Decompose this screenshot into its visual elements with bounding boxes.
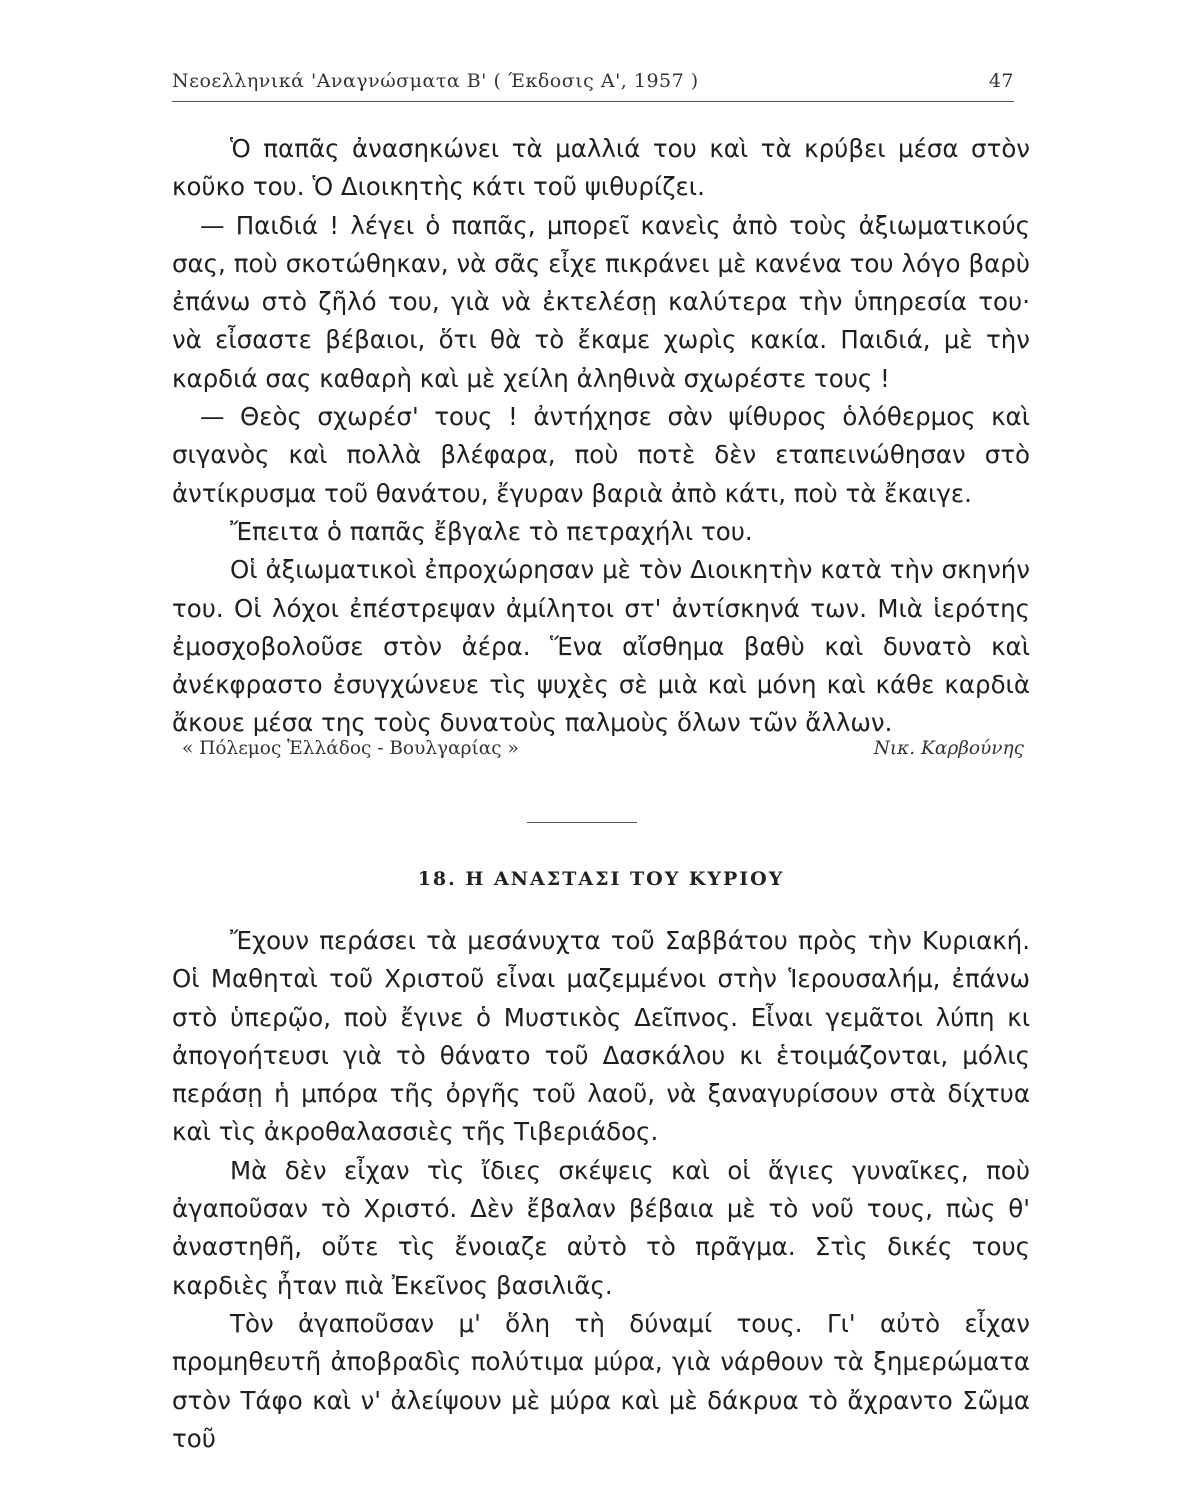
chapter-title: 18. Η ΑΝΑΣΤΑΣΙ ΤΟΥ ΚΥΡΙΟΥ bbox=[417, 868, 785, 890]
paragraph: — Θεὸς σχωρέσ' τους ! ἀντήχησε σὰν ψίθυρος ὁλόθερμος καὶ σιγανὸς καὶ πολλὰ βλέφαρα, ποὺ ποτὲ δὲν εταπεινώθησαν στὸ ἀντίκρυσμα τοῦ θανάτου, ἔγυραν βαριὰ ἀπὸ κάτι, ποὺ τὰ ἔκαιγε. bbox=[172, 402, 1030, 508]
running-head-title: Νεοελληνικά 'Αναγνώσματα Β' ( Έκδοσις Α', 1957 ) bbox=[172, 70, 699, 92]
author-name: Νικ. Καρβούνης bbox=[873, 738, 1024, 759]
paragraph: Ἔπειτα ὁ παπᾶς ἔβγαλε τὸ πετραχήλι του. bbox=[230, 516, 753, 546]
paragraph: Μὰ δὲν εἶχαν τὶς ἴδιες σκέψεις καὶ οἱ ἅγιες γυναῖκες, ποὺ ἀγαποῦσαν τὸ Χριστό. Δὲν ἔβαλαν βέβαια μὲ τὸ νοῦ τους, πὼς θ' ἀναστηθῆ, οὔτε τὶς ἔνοιαζε αὐτὸ τὸ πρᾶγμα. Στὶς δικές τους καρδιὲς ἦταν πιὰ Ἐκεῖνος βασιλιᾶς. bbox=[172, 1155, 1030, 1300]
paragraph: Ἔχουν περάσει τὰ μεσάνυχτα τοῦ Σαββάτου πρὸς τὴν Κυριακή. Οἱ Μαθηταὶ τοῦ Χριστοῦ εἶναι μαζεμμένοι στὴν Ἱερουσαλήμ, ἐπάνω στὸ ὑπερῷο, ποὺ ἔγινε ὁ Μυστικὸς Δεῖπνος. Εἶναι γεμᾶτοι λύπη κι ἀπογοήτευσι γιὰ τὸ θάνατο τοῦ Δασκάλου κι ἑτοιμάζονται, μόλις περάσῃ ἡ μπόρα τῆς ὀργῆς τοῦ λαοῦ, νὰ ξαναγυρίσουν στὰ δίχτυα καὶ τὶς ἀκροθαλασσιὲς τῆς Τιβεριάδος. bbox=[172, 926, 1030, 1147]
page-header bbox=[172, 66, 1014, 104]
source-citation: « Πόλεμος Ἑλλάδος - Βουλγαρίας » bbox=[182, 738, 519, 759]
paragraph: Τὸν ἀγαποῦσαν μ' ὅλη τὴ δύναμί τους. Γι' αὐτὸ εἶχαν προμηθευτῆ ἀποβραδὶς πολύτιμα μύρα, γιὰ νάρθουν τὰ ξημερώματα στὸν Τάφο καὶ ν' ἀλείψουν μὲ μύρα καὶ μὲ δάκρυα τὸ ἄχραντο Σῶμα τοῦ bbox=[172, 1308, 1030, 1453]
paragraph: — Παιδιά ! λέγει ὁ παπᾶς, μπορεῖ κανεὶς ἀπὸ τοὺς ἀξιωματικούς σας, ποὺ σκοτώθηκαν, νὰ σᾶς εἶχε πικράνει μὲ κανένα του λόγο βαρὺ ἐπάνω στὸ ζῆλό του, γιὰ νὰ ἐκτελέσῃ καλύτερα τὴν ὑπηρεσία του· νὰ εἶσαστε βέβαιοι, ὅτι θὰ τὸ ἔκαμε χωρὶς κακία. Παιδιά, μὲ τὴν καρδιά σας καθαρὴ καὶ μὲ χείλη ἀληθινὰ σχωρέστε τους ! bbox=[172, 210, 1030, 393]
paragraph: Οἱ ἀξιωματικοὶ ἐπροχώρησαν μὲ τὸν Διοικητὴν κατὰ τὴν σκηνήν του. Οἱ λόχοι ἐπέστρεψαν ἀμίλητοι στ' ἀντίσκηνά των. Μιὰ ἱερότης ἐμοσχοβολοῦσε στὸν ἀέρα. Ἕνα αἴσθημα βαθὺ καὶ δυνατὸ καὶ ἀνέκφραστο ἐσυγχώνευε τὶς ψυχὲς σὲ μιὰ καὶ μόνη καὶ κάθε καρδιὰ ἄκουε μέσα της τοὺς δυνατοὺς παλμοὺς ὅλων τῶν ἄλλων. bbox=[172, 555, 1030, 738]
page-number: 47 bbox=[988, 70, 1014, 92]
paragraph: Ὁ παπᾶς ἀνασηκώνει τὰ μαλλιά του καὶ τὰ κρύβει μέσα στὸν κοῦκο του. Ὁ Διοικητὴς κάτι τοῦ ψιθυρίζει. bbox=[172, 134, 1030, 202]
header-rule bbox=[172, 101, 1014, 102]
section-divider bbox=[527, 822, 637, 823]
section2-body bbox=[172, 922, 1030, 1458]
section1-body bbox=[172, 130, 1030, 743]
